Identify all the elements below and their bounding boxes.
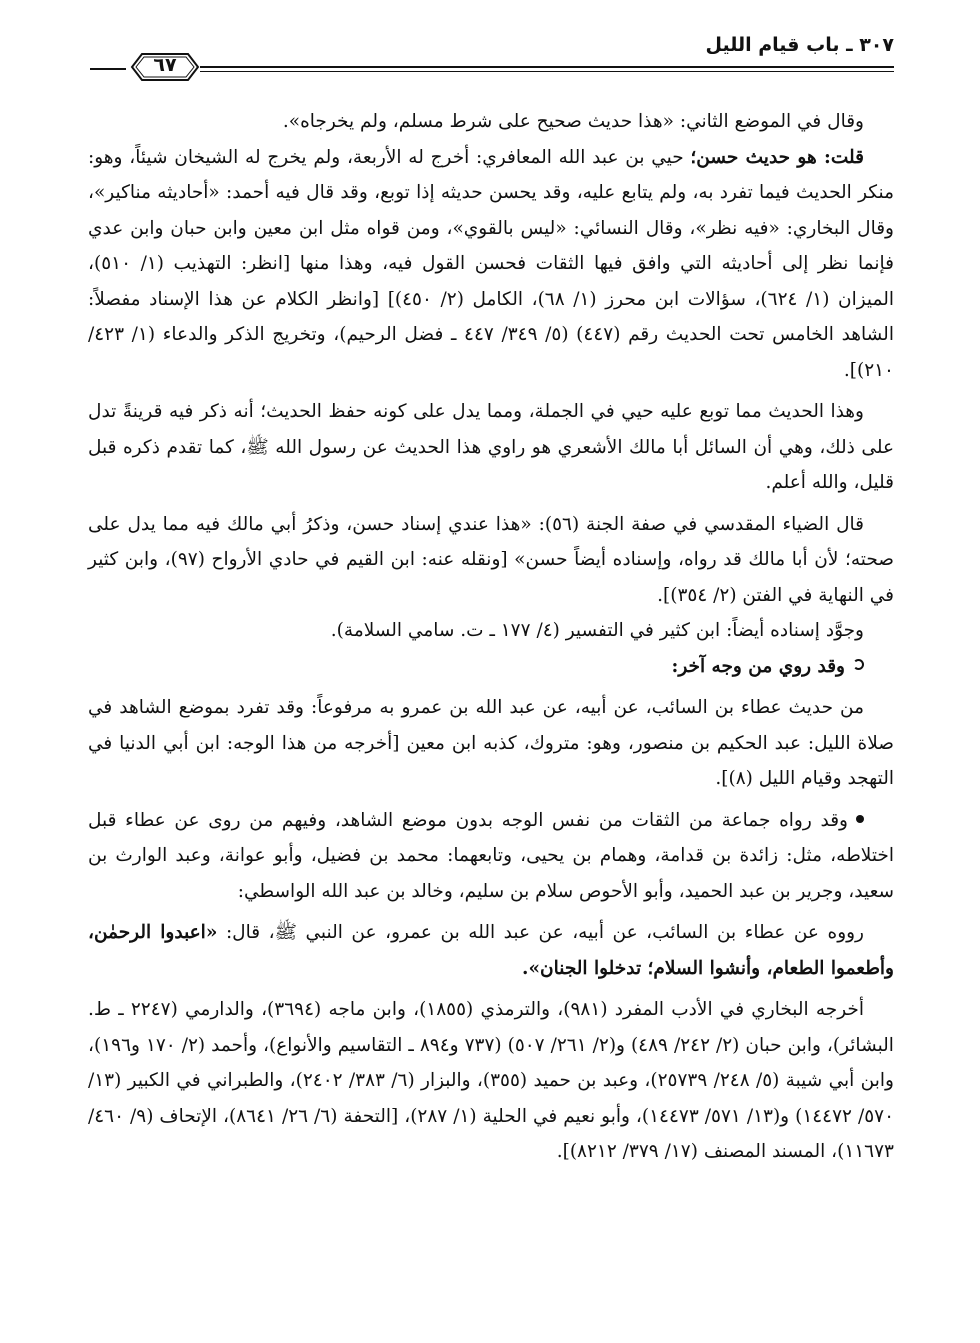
section-heading [88, 649, 894, 685]
paragraph-5: وجوَّد إسناده أيضاً: ابن كثير في التفسير (٤/ ١٧٧ ـ ت. سامي السلامة). [330, 620, 864, 641]
paragraph-8-text: وقد رواه جماعة من الثقات من نفس الوجه بدون موضع الشاهد، وفيهم من روى عن عطاء قبل اختلاطه، مثل: زائدة بن قدامة، وهمام بن يحيى، وتابعهما: محمد بن فضيل، وأبو عوانة، وعبد الوارث بن سعيد، وجرير بن عبد الحميد، وأبو الأحوص سلام بن سليم، وخالد بن عبد الله الواسطي: [88, 809, 894, 902]
section-heading-text: وقد روي من وجه آخر: [671, 655, 845, 677]
paragraph-8 [88, 803, 894, 910]
paragraph-2-text: حيي بن عبد الله المعافري: أخرج له الأربعة، ولم يخرج له الشيخان شيئاً، وهو: منكر الحديث فيما تفرد به، ولم يتابع عليه، وقد يحسن حديثه إذا توبع، وقد قال فيه أحمد: «أحاديثه مناكير»، وقال البخاري: «فيه نظر»، وقال النسائي: «ليس بالقوي»، ومن قواه مثل ابن معين وابن حبان وابن عدي فإنما نظر إلى أحاديثه التي وافق فيها الثقات فحسن القول فيه، وهذا منها [انظر: التهذيب (١/ ٥١٠)، الميزان (١/ ٦٢٤)، سؤالات ابن محرز (١/ ٦٨)، الكامل (٢/ ٤٥٠)] [وانظر الكلام عن هذا الإسناد مفصلاً: الشاهد الخامس تحت الحديث رقم (٤٤٧) (٥/ ٣٤٩/ ٤٤٧ ـ فضل الرحيم)، وتخريج الذكر والدعاء (١/ ٤٢٣/ ٢١٠)]. [88, 146, 894, 381]
page-number-frame [130, 52, 200, 82]
paragraph-1: وقال في الموضع الثاني: «هذا حديث صحيح على شرط مسلم، ولم يخرجاه». [282, 111, 864, 132]
section-marker-icon [853, 659, 864, 670]
bullet-icon [856, 815, 864, 823]
page-body [88, 104, 894, 1170]
header-rule [200, 66, 894, 68]
paragraph-9 [88, 915, 894, 986]
paragraph-9-text: رووه عن عطاء بن السائب، عن أبيه، عن عبد الله بن عمرو، عن النبي ﷺ، قال: [217, 922, 864, 943]
header-rule-thin [200, 71, 894, 72]
page-header [90, 30, 894, 82]
paragraph-2-lead: قلت: هو حديث حسن؛ [690, 146, 864, 168]
paragraph-3: وهذا الحديث مما توبع عليه حيي في الجملة، ومما يدل على كونه حفظ الحديث؛ أنه ذكر فيه قرينةً تدل على ذلك، وهي أن السائل أبا مالك الأشعري هو راوي هذا الحديث عن رسول الله ﷺ، كما تقدم ذكره قبل قليل، والله أعلم. [88, 401, 894, 493]
running-title: ٣٠٧ ـ باب قيام الليل [705, 34, 894, 56]
header-dash [90, 68, 126, 70]
paragraph-7: من حديث عطاء بن السائب، عن أبيه، عن عبد الله بن عمرو به مرفوعاً: وقد تفرد بموضع الشاهد في صلاة الليل: عبد الحكيم بن منصور، وهو: متروك، كذبه ابن معين [أخرجه من هذا الوجه: ابن أبي الدنيا في التهجد وقيام الليل (٨)]. [88, 697, 894, 789]
hadith-quote: «اعبدوا الرحمٰن، وأطعموا الطعام، وأنشوا السلام؛ تدخلوا الجنان». [88, 922, 894, 979]
page-number: ٦٧ [153, 54, 177, 76]
paragraph-4: قال الضياء المقدسي في صفة الجنة (٥٦): «هذا عندي إسناد حسن، وذكرُ أبي مالك فيه مما يدل على صحته؛ لأن أبا مالك قد رواه، وإسناده أيضاً حسن» [ونقله عنه: ابن القيم في حادي الأرواح (٩٧)، وابن كثير في النهاية في الفتن (٢/ ٣٥٤)]. [88, 513, 894, 606]
paragraph-10: أخرجه البخاري في الأدب المفرد (٩٨١)، والترمذي (١٨٥٥)، وابن ماجه (٣٦٩٤)، والدارمي (٢٢٤٧ ـ ط. البشائر)، وابن حبان (٢/ ٢٤٢/ ٤٨٩) و(٢/ ٢٦١/ ٥٠٧) (٧٣٧ و٨٩٤ ـ التقاسيم والأنواع)، وأحمد (٢/ ١٧٠ و١٩٦)، وابن أبي شيبة (٥/ ٢٤٨/ ٢٥٧٣٩)، وعبد بن حميد (٣٥٥)، والبزار (٦/ ٣٨٣/ ٢٤٠٢)، والطبراني في الكبير (١٣/ ٥٧٠/ ١٤٤٧٢) و(١٣/ ٥٧١/ ١٤٤٧٣)، وأبو نعيم في الحلية (١/ ٢٨٧)، [التحفة (٦/ ٢٦/ ٨٦٤١)، الإتحاف (٩/ ٤٦٠/ ١١٦٧٣)، المسند المصنف (١٧/ ٣٧٩/ ٨٢١٢)]. [88, 999, 895, 1162]
paragraph-2 [88, 140, 894, 389]
